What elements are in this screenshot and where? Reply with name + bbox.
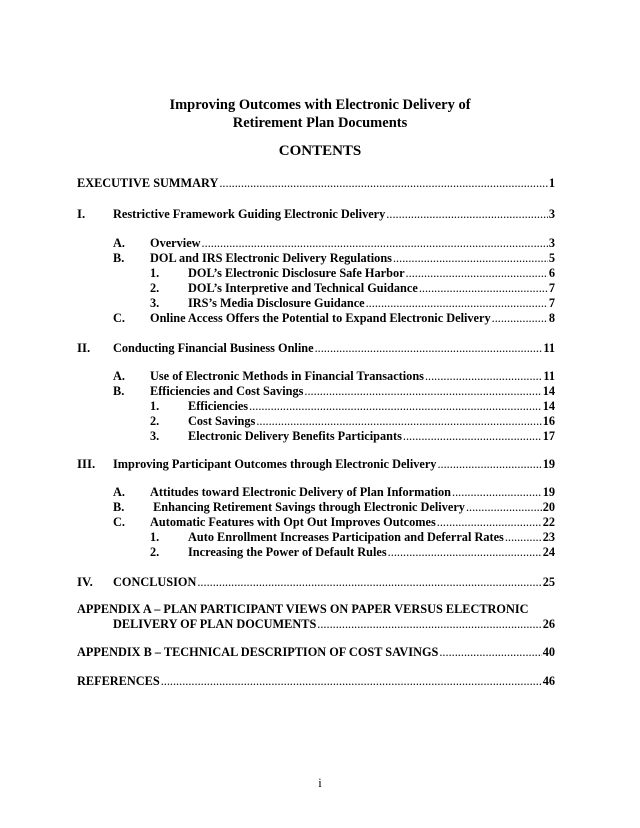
dot-leader xyxy=(219,176,548,191)
toc-section-number: II. xyxy=(77,341,91,355)
toc-label: Increasing the Power of Default Rules xyxy=(188,545,387,559)
toc-page-number: 14 xyxy=(542,384,555,398)
toc-label: Enhancing Retirement Savings through Electronic Delivery xyxy=(150,500,465,514)
dot-leader xyxy=(492,311,548,326)
toc-label: Efficiencies and Cost Savings xyxy=(150,384,304,398)
toc-page-number: 3 xyxy=(548,207,555,221)
dot-leader xyxy=(304,384,541,399)
document-title-line-1: Improving Outcomes with Electronic Delivery of xyxy=(169,97,471,113)
toc-subsection-letter: B. xyxy=(113,384,125,398)
toc-page-number: 40 xyxy=(542,645,555,659)
toc-item-number: 1. xyxy=(150,530,160,544)
toc-section-number: I. xyxy=(77,207,86,221)
toc-entry-1c[interactable] xyxy=(150,311,555,326)
dot-leader xyxy=(466,500,542,515)
toc-page-number: 46 xyxy=(542,674,555,688)
dot-leader xyxy=(161,674,542,689)
toc-entry-executive-summary[interactable] xyxy=(77,176,555,191)
toc-entry-3c1[interactable] xyxy=(188,530,555,545)
toc-label: Online Access Offers the Potential to Expand Electronic Delivery xyxy=(150,311,491,325)
toc-subsection-letter: B. xyxy=(113,251,125,265)
toc-page-number: 3 xyxy=(548,236,555,250)
toc-entry-1b1[interactable] xyxy=(188,266,555,281)
toc-subsection-letter: C. xyxy=(113,515,125,529)
toc-entry-section-1[interactable] xyxy=(113,207,555,222)
toc-page-number: 1 xyxy=(548,176,555,190)
toc-label: APPENDIX B – TECHNICAL DESCRIPTION OF COST SAVINGS xyxy=(77,645,439,659)
toc-entry-1b2[interactable] xyxy=(188,281,555,296)
toc-label: DOL’s Electronic Disclosure Safe Harbor xyxy=(188,266,405,280)
dot-leader xyxy=(393,251,548,266)
dot-leader xyxy=(437,515,542,530)
toc-entry-2b[interactable] xyxy=(150,384,555,399)
dot-leader xyxy=(452,485,542,500)
dot-leader xyxy=(419,281,548,296)
dot-leader xyxy=(406,266,548,281)
toc-label: DOL and IRS Electronic Delivery Regulations xyxy=(150,251,392,265)
toc-label: Attitudes toward Electronic Delivery of Plan Information xyxy=(150,485,452,499)
toc-page-number: 7 xyxy=(548,281,555,295)
toc-page-number: 22 xyxy=(542,515,555,529)
toc-label: DELIVERY OF PLAN DOCUMENTS xyxy=(113,617,317,631)
dot-leader xyxy=(197,575,541,590)
toc-page-number: 8 xyxy=(548,311,555,325)
toc-item-number: 1. xyxy=(150,399,160,413)
toc-entry-1a[interactable] xyxy=(150,236,555,251)
toc-subsection-letter: A. xyxy=(113,485,125,499)
toc-item-number: 2. xyxy=(150,281,160,295)
dot-leader xyxy=(505,530,542,545)
dot-leader xyxy=(386,207,548,222)
toc-entry-3a[interactable] xyxy=(150,485,555,500)
toc-entry-appendix-a[interactable] xyxy=(113,617,555,632)
toc-label: REFERENCES xyxy=(77,674,160,688)
toc-label: Use of Electronic Methods in Financial Transactions xyxy=(150,369,424,383)
toc-subsection-letter: A. xyxy=(113,236,125,250)
dot-leader xyxy=(315,341,543,356)
toc-entry-3b[interactable] xyxy=(150,500,555,515)
toc-page-number: 19 xyxy=(542,485,555,499)
toc-page-number: 17 xyxy=(542,429,555,443)
toc-item-number: 1. xyxy=(150,266,160,280)
toc-page-number: 25 xyxy=(542,575,555,589)
toc-label: DOL’s Interpretive and Technical Guidance xyxy=(188,281,418,295)
dot-leader xyxy=(256,414,541,429)
toc-label: Cost Savings xyxy=(188,414,256,428)
toc-entry-1b[interactable] xyxy=(150,251,555,266)
toc-entry-3c2[interactable] xyxy=(188,545,555,560)
toc-page-number: 23 xyxy=(542,530,555,544)
dot-leader xyxy=(366,296,548,311)
toc-entry-appendix-a-line-1[interactable] xyxy=(77,602,555,617)
toc-label: Conducting Financial Business Online xyxy=(113,341,314,355)
contents-heading: CONTENTS xyxy=(278,143,362,159)
toc-label: APPENDIX A – PLAN PARTICIPANT VIEWS ON PAPER VERSUS ELECTRONIC xyxy=(77,602,529,616)
toc-page-number: 16 xyxy=(542,414,555,428)
dot-leader xyxy=(437,457,541,472)
dot-leader xyxy=(403,429,542,444)
toc-entry-references[interactable] xyxy=(77,674,555,689)
toc-entry-2a[interactable] xyxy=(150,369,555,384)
toc-item-number: 2. xyxy=(150,414,160,428)
toc-entry-section-4[interactable] xyxy=(113,575,555,590)
toc-label: Improving Participant Outcomes through Electronic Delivery xyxy=(113,457,437,471)
toc-entry-appendix-b[interactable] xyxy=(77,645,555,660)
toc-label: Automatic Features with Opt Out Improves Outcomes xyxy=(150,515,436,529)
toc-page-number: 14 xyxy=(542,399,555,413)
toc-entry-3c[interactable] xyxy=(150,515,555,530)
dot-leader xyxy=(425,369,542,384)
document-title-line-2: Retirement Plan Documents xyxy=(232,115,408,131)
toc-page-number: 19 xyxy=(542,457,555,471)
toc-label: EXECUTIVE SUMMARY xyxy=(77,176,219,190)
toc-page-number: 7 xyxy=(548,296,555,310)
toc-label: Auto Enrollment Increases Participation and Deferral Rates xyxy=(188,530,504,544)
toc-page-number: 6 xyxy=(548,266,555,280)
toc-entry-section-2[interactable] xyxy=(113,341,555,356)
toc-page-number: 20 xyxy=(542,500,555,514)
toc-subsection-letter: C. xyxy=(113,311,125,325)
page-number: i xyxy=(318,776,322,790)
toc-entry-2b2[interactable] xyxy=(188,414,555,429)
toc-page-number: 5 xyxy=(548,251,555,265)
toc-item-number: 2. xyxy=(150,545,160,559)
dot-leader xyxy=(317,617,541,632)
dot-leader xyxy=(439,645,541,660)
toc-subsection-letter: B. xyxy=(113,500,125,514)
dot-leader xyxy=(388,545,542,560)
toc-entry-2b1[interactable] xyxy=(188,399,555,414)
toc-item-number: 3. xyxy=(150,296,160,310)
toc-label: Restrictive Framework Guiding Electronic Delivery xyxy=(113,207,386,221)
toc-page-number: 26 xyxy=(542,617,555,631)
toc-page-number: 24 xyxy=(542,545,555,559)
dot-leader xyxy=(249,399,542,414)
toc-label: CONCLUSION xyxy=(113,575,197,589)
toc-section-number: III. xyxy=(77,457,96,471)
toc-entry-2b3[interactable] xyxy=(188,429,555,444)
toc-label: IRS’s Media Disclosure Guidance xyxy=(188,296,365,310)
toc-subsection-letter: A. xyxy=(113,369,125,383)
toc-section-number: IV. xyxy=(77,575,93,589)
toc-entry-section-3[interactable] xyxy=(113,457,555,472)
toc-label: Overview xyxy=(150,236,201,250)
toc-item-number: 3. xyxy=(150,429,160,443)
toc-entry-1b3[interactable] xyxy=(188,296,555,311)
toc-label: Efficiencies xyxy=(188,399,249,413)
toc-label: Electronic Delivery Benefits Participants xyxy=(188,429,402,443)
dot-leader xyxy=(202,236,548,251)
toc-page-number: 11 xyxy=(543,369,555,383)
toc-page-number: 11 xyxy=(543,341,555,355)
